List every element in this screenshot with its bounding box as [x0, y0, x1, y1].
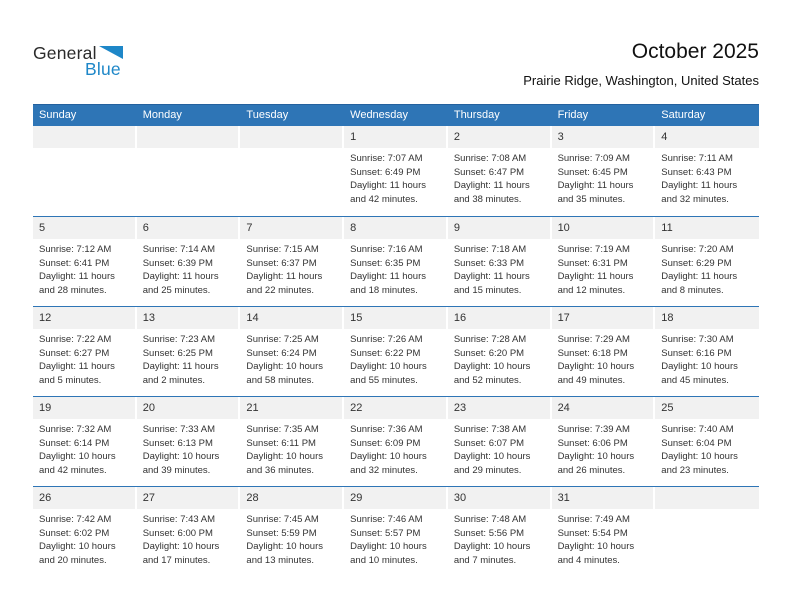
day-number: 5 [39, 222, 46, 234]
daylight-text: Daylight: 10 hours and 29 minutes. [453, 451, 531, 476]
sunrise-text: Sunrise: 7:32 AM [39, 424, 112, 435]
sunset-text: Sunset: 5:56 PM [453, 527, 525, 539]
sunrise-text: Sunrise: 7:08 AM [453, 153, 527, 164]
calendar-weeks [33, 126, 759, 576]
day-number-band [448, 126, 552, 148]
day-cell-20 [137, 397, 241, 486]
day-number-band [344, 217, 448, 239]
day-details [448, 419, 552, 477]
day-cell-8 [344, 217, 448, 306]
day-cell-10 [552, 217, 656, 306]
sunset-text: Sunset: 6:24 PM [246, 347, 317, 359]
day-details [552, 419, 656, 477]
sunset-text: Sunset: 6:31 PM [557, 257, 628, 269]
sunrise-text: Sunrise: 7:33 AM [142, 424, 216, 435]
daylight-text: Daylight: 10 hours and 10 minutes. [350, 541, 427, 566]
day-number: 24 [557, 402, 570, 414]
day-number-band [655, 397, 759, 419]
day-number: 11 [661, 222, 673, 234]
sunset-text: Sunset: 6:14 PM [39, 437, 110, 449]
daylight-text: Daylight: 11 hours and 15 minutes. [453, 271, 530, 296]
daylight-text: Daylight: 10 hours and 49 minutes. [557, 361, 635, 386]
day-number-band [344, 487, 448, 509]
sunset-text: Sunset: 6:43 PM [661, 166, 732, 178]
day-details [552, 329, 656, 387]
day-number: 12 [39, 312, 52, 324]
day-number-band [240, 397, 344, 419]
day-cell-11 [655, 217, 759, 306]
sunrise-text: Sunrise: 7:49 AM [557, 514, 630, 525]
day-cell-18 [655, 307, 759, 396]
day-number-band [137, 307, 241, 329]
day-details [240, 509, 344, 567]
day-cell-26 [33, 487, 137, 576]
weekday-header-sunday: Sunday [39, 109, 77, 121]
day-cell-9 [448, 217, 552, 306]
sunset-text: Sunset: 6:27 PM [39, 347, 110, 359]
sunrise-text: Sunrise: 7:22 AM [39, 334, 112, 345]
sunset-text: Sunset: 6:33 PM [453, 257, 525, 269]
day-number: 28 [246, 492, 259, 504]
day-details [344, 239, 448, 297]
day-number-band [655, 307, 759, 329]
daylight-text: Daylight: 11 hours and 28 minutes. [39, 271, 115, 296]
week-row-5 [33, 486, 759, 576]
daylight-text: Daylight: 11 hours and 5 minutes. [39, 361, 115, 386]
week-row-4 [33, 396, 759, 486]
sunset-text: Sunset: 6:18 PM [557, 347, 628, 359]
day-details [33, 419, 137, 477]
sunset-text: Sunset: 6:39 PM [142, 257, 213, 269]
day-number-band [240, 126, 344, 148]
day-cell-6 [137, 217, 241, 306]
day-number: 13 [142, 312, 155, 324]
day-details [655, 419, 759, 477]
sunset-text: Sunset: 5:57 PM [350, 527, 421, 539]
daylight-text: Daylight: 11 hours and 32 minutes. [661, 180, 738, 205]
day-details [552, 239, 656, 297]
day-number-band [33, 487, 137, 509]
daylight-text: Daylight: 10 hours and 20 minutes. [39, 541, 116, 566]
daylight-text: Daylight: 10 hours and 58 minutes. [246, 361, 323, 386]
day-number-band [137, 487, 241, 509]
sunset-text: Sunset: 6:13 PM [142, 437, 213, 449]
sunset-text: Sunset: 5:59 PM [246, 527, 317, 539]
day-number-band [655, 126, 759, 148]
weekday-header-tuesday: Tuesday [246, 109, 289, 121]
weekday-header-saturday: Saturday [661, 109, 706, 121]
sunrise-text: Sunrise: 7:09 AM [557, 153, 630, 164]
daylight-text: Daylight: 10 hours and 7 minutes. [453, 541, 531, 566]
daylight-text: Daylight: 11 hours and 38 minutes. [453, 180, 530, 205]
day-number: 22 [350, 402, 363, 414]
day-number: 4 [661, 131, 668, 143]
sunrise-text: Sunrise: 7:39 AM [557, 424, 630, 435]
sunset-text: Sunset: 6:04 PM [661, 437, 732, 449]
day-details [33, 329, 137, 387]
day-cell-31 [552, 487, 656, 576]
day-cell-23 [448, 397, 552, 486]
daylight-text: Daylight: 10 hours and 45 minutes. [661, 361, 738, 386]
sunrise-text: Sunrise: 7:26 AM [350, 334, 423, 345]
sunrise-text: Sunrise: 7:40 AM [661, 424, 734, 435]
sunset-text: Sunset: 6:22 PM [350, 347, 421, 359]
page-title: October 2025 [631, 40, 759, 63]
sunrise-text: Sunrise: 7:18 AM [453, 244, 527, 255]
day-cell-4 [655, 126, 759, 216]
sunrise-text: Sunrise: 7:07 AM [350, 153, 423, 164]
day-details [33, 239, 137, 297]
day-cell-28 [240, 487, 344, 576]
daylight-text: Daylight: 10 hours and 23 minutes. [661, 451, 738, 476]
day-number-band [344, 307, 448, 329]
logo-text-blue: Blue [85, 59, 121, 79]
day-details [240, 419, 344, 477]
day-number: 3 [557, 131, 564, 143]
day-number-band [137, 126, 241, 148]
day-number: 2 [453, 131, 460, 143]
weekday-header-row [33, 104, 759, 126]
day-cell-7 [240, 217, 344, 306]
day-details [552, 509, 656, 567]
sunrise-text: Sunrise: 7:23 AM [142, 334, 216, 345]
day-cell-13 [137, 307, 241, 396]
daylight-text: Daylight: 10 hours and 26 minutes. [557, 451, 635, 476]
sunset-text: Sunset: 6:00 PM [142, 527, 213, 539]
day-details [448, 239, 552, 297]
day-number-band [240, 307, 344, 329]
weekday-header-monday: Monday [142, 109, 182, 121]
daylight-text: Daylight: 10 hours and 4 minutes. [557, 541, 635, 566]
weekday-header-friday: Friday [557, 109, 589, 121]
day-number-band [240, 487, 344, 509]
day-details [655, 148, 759, 206]
logo-triangle-icon [99, 46, 123, 59]
day-number-band [33, 217, 137, 239]
day-number: 18 [661, 312, 674, 324]
sunset-text: Sunset: 5:54 PM [557, 527, 628, 539]
day-number-band [344, 126, 448, 148]
day-number: 9 [453, 222, 460, 234]
sunset-text: Sunset: 6:11 PM [246, 437, 316, 449]
day-number: 31 [557, 492, 570, 504]
logo-text-general: General [33, 43, 97, 63]
sunrise-text: Sunrise: 7:14 AM [142, 244, 216, 255]
day-number: 29 [350, 492, 363, 504]
day-details [448, 148, 552, 206]
day-cell-29 [344, 487, 448, 576]
sunrise-text: Sunrise: 7:38 AM [453, 424, 527, 435]
day-number-band [33, 126, 137, 148]
sunrise-text: Sunrise: 7:11 AM [661, 153, 733, 164]
day-number-band [448, 217, 552, 239]
day-cell-24 [552, 397, 656, 486]
daylight-text: Daylight: 11 hours and 8 minutes. [661, 271, 738, 296]
sunrise-text: Sunrise: 7:35 AM [246, 424, 319, 435]
day-number-band [552, 487, 656, 509]
daylight-text: Daylight: 10 hours and 52 minutes. [453, 361, 531, 386]
day-cell-27 [137, 487, 241, 576]
day-number: 27 [142, 492, 155, 504]
day-number-band [137, 217, 241, 239]
day-details [344, 509, 448, 567]
daylight-text: Daylight: 11 hours and 2 minutes. [142, 361, 219, 386]
sunset-text: Sunset: 6:29 PM [661, 257, 732, 269]
day-details [552, 148, 656, 206]
day-number-band [552, 307, 656, 329]
sunrise-text: Sunrise: 7:28 AM [453, 334, 527, 345]
day-details [344, 419, 448, 477]
day-cell-1 [344, 126, 448, 216]
day-cell-16 [448, 307, 552, 396]
day-number-band [33, 307, 137, 329]
day-details [33, 509, 137, 567]
day-number: 23 [453, 402, 467, 414]
day-number-band [552, 397, 656, 419]
day-number-band [448, 397, 552, 419]
general-blue-logo [33, 44, 123, 78]
day-cell-19 [33, 397, 137, 486]
day-details [137, 419, 241, 477]
day-number: 30 [453, 492, 467, 504]
day-number: 7 [246, 222, 253, 234]
empty-day-cell [240, 126, 344, 216]
day-cell-30 [448, 487, 552, 576]
day-number-band [240, 217, 344, 239]
day-number-band [655, 217, 759, 239]
title-block [523, 40, 759, 89]
page-subtitle: Prairie Ridge, Washington, United States [523, 73, 759, 88]
sunrise-text: Sunrise: 7:46 AM [350, 514, 423, 525]
day-number-band [448, 487, 552, 509]
sunset-text: Sunset: 6:09 PM [350, 437, 421, 449]
daylight-text: Daylight: 10 hours and 39 minutes. [142, 451, 220, 476]
day-details [655, 329, 759, 387]
week-row-2 [33, 216, 759, 306]
empty-day-cell [137, 126, 241, 216]
day-cell-3 [552, 126, 656, 216]
sunrise-text: Sunrise: 7:20 AM [661, 244, 734, 255]
day-number-band [552, 126, 656, 148]
daylight-text: Daylight: 10 hours and 32 minutes. [350, 451, 427, 476]
sunrise-text: Sunrise: 7:42 AM [39, 514, 112, 525]
day-cell-12 [33, 307, 137, 396]
day-number-band [655, 487, 759, 509]
sunset-text: Sunset: 6:20 PM [453, 347, 525, 359]
day-number: 8 [350, 222, 357, 234]
sunset-text: Sunset: 6:35 PM [350, 257, 421, 269]
daylight-text: Daylight: 11 hours and 18 minutes. [350, 271, 427, 296]
day-number-band [448, 307, 552, 329]
sunrise-text: Sunrise: 7:19 AM [557, 244, 630, 255]
day-details [448, 329, 552, 387]
week-row-3 [33, 306, 759, 396]
sunrise-text: Sunrise: 7:12 AM [39, 244, 112, 255]
day-number: 6 [142, 222, 149, 234]
day-cell-22 [344, 397, 448, 486]
sunrise-text: Sunrise: 7:25 AM [246, 334, 319, 345]
daylight-text: Daylight: 10 hours and 17 minutes. [142, 541, 220, 566]
day-details [344, 329, 448, 387]
day-number: 20 [142, 402, 155, 414]
daylight-text: Daylight: 11 hours and 25 minutes. [142, 271, 219, 296]
sunset-text: Sunset: 6:47 PM [453, 166, 525, 178]
sunrise-text: Sunrise: 7:15 AM [246, 244, 319, 255]
day-details [655, 239, 759, 297]
daylight-text: Daylight: 11 hours and 42 minutes. [350, 180, 427, 205]
empty-day-cell [33, 126, 137, 216]
day-details [344, 148, 448, 206]
sunset-text: Sunset: 6:37 PM [246, 257, 317, 269]
sunset-text: Sunset: 6:49 PM [350, 166, 421, 178]
day-number: 19 [39, 402, 52, 414]
day-cell-17 [552, 307, 656, 396]
day-details [137, 239, 241, 297]
sunset-text: Sunset: 6:16 PM [661, 347, 732, 359]
calendar-grid [33, 104, 759, 576]
daylight-text: Daylight: 10 hours and 13 minutes. [246, 541, 323, 566]
day-number: 14 [246, 312, 259, 324]
week-row-1 [33, 126, 759, 216]
sunset-text: Sunset: 6:02 PM [39, 527, 110, 539]
day-cell-25 [655, 397, 759, 486]
day-number-band [33, 397, 137, 419]
sunrise-text: Sunrise: 7:29 AM [557, 334, 630, 345]
daylight-text: Daylight: 10 hours and 55 minutes. [350, 361, 427, 386]
day-number-band [552, 217, 656, 239]
daylight-text: Daylight: 11 hours and 22 minutes. [246, 271, 323, 296]
day-details [240, 239, 344, 297]
day-details [448, 509, 552, 567]
sunset-text: Sunset: 6:45 PM [557, 166, 628, 178]
sunset-text: Sunset: 6:25 PM [142, 347, 213, 359]
day-cell-15 [344, 307, 448, 396]
sunrise-text: Sunrise: 7:16 AM [350, 244, 423, 255]
day-number: 21 [246, 402, 259, 414]
day-number: 16 [453, 312, 467, 324]
sunrise-text: Sunrise: 7:43 AM [142, 514, 216, 525]
day-number-band [137, 397, 241, 419]
sunrise-text: Sunrise: 7:45 AM [246, 514, 319, 525]
day-number: 15 [350, 312, 363, 324]
sunset-text: Sunset: 6:06 PM [557, 437, 628, 449]
daylight-text: Daylight: 11 hours and 35 minutes. [557, 180, 634, 205]
day-number: 1 [350, 131, 357, 143]
weekday-header-thursday: Thursday [453, 109, 500, 121]
sunrise-text: Sunrise: 7:36 AM [350, 424, 423, 435]
day-number: 25 [661, 402, 674, 414]
day-number: 26 [39, 492, 52, 504]
weekday-header-wednesday: Wednesday [350, 109, 409, 121]
sunset-text: Sunset: 6:41 PM [39, 257, 110, 269]
day-number: 17 [557, 312, 570, 324]
empty-day-cell [655, 487, 759, 576]
daylight-text: Daylight: 10 hours and 36 minutes. [246, 451, 323, 476]
day-cell-21 [240, 397, 344, 486]
day-cell-14 [240, 307, 344, 396]
sunrise-text: Sunrise: 7:30 AM [661, 334, 734, 345]
sunrise-text: Sunrise: 7:48 AM [453, 514, 527, 525]
daylight-text: Daylight: 10 hours and 42 minutes. [39, 451, 116, 476]
day-cell-2 [448, 126, 552, 216]
day-details [137, 509, 241, 567]
day-details [137, 329, 241, 387]
sunset-text: Sunset: 6:07 PM [453, 437, 525, 449]
day-cell-5 [33, 217, 137, 306]
day-details [240, 329, 344, 387]
day-number: 10 [557, 222, 570, 234]
daylight-text: Daylight: 11 hours and 12 minutes. [557, 271, 634, 296]
day-number-band [344, 397, 448, 419]
